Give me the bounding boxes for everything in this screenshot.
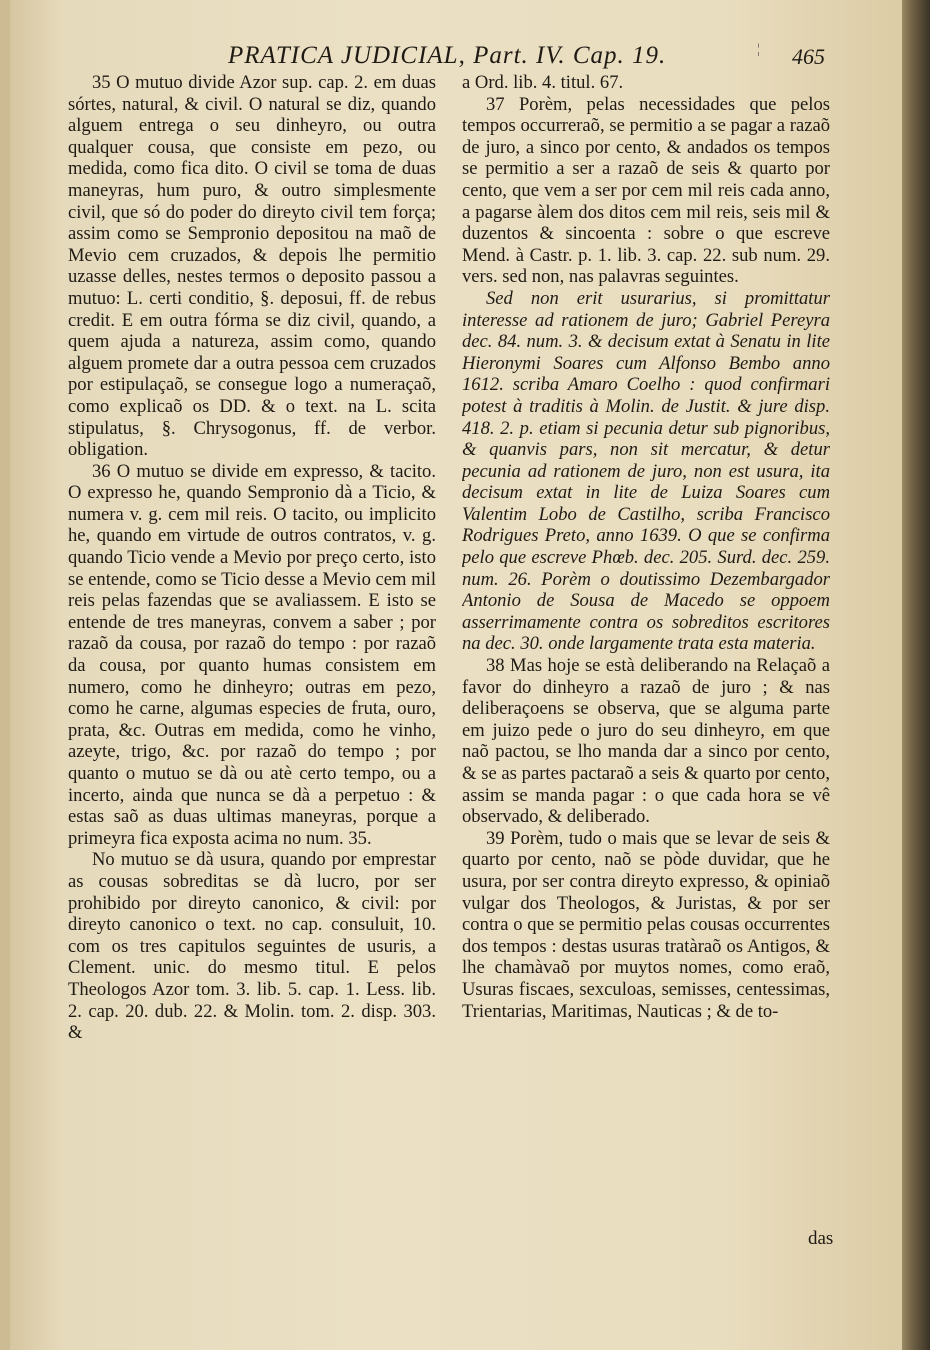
paragraph-36: 36 O mutuo se divide em expresso, & tacito. O expresso he, quando Sempronio dà a Ticio, & numera v. g. cem mil reis. O tacito, ou implicito he, quando em virtude de outros contratos, v. g. quando Ticio vende a Mevio por preço certo, isto se entende, como se Ticio desse a Mevio cem mil reis pelas fazendas que se avaliassem. E isto se entende de tres maneyras, convem a saber ; por razaõ da cousa, por razaõ do tempo : por razaõ da cousa, por quanto humas consistem em numero, como he dinheyro; outras em pezo, como he carne, algumas especies de fruta, ouro, prata, &c. Outras em medida, como he vinho, azeyte, trigo, &c. por razaõ do tempo ; por quanto o mutuo se dà ou atè certo tempo, ou a incerto, ainda que nunca se dà a perpetuo : & estas saõ as duas ultimas maneyras, porque a primeyra fica exposta acima no num. 35. bbox=[68, 460, 436, 849]
catchword: das bbox=[808, 1228, 834, 1249]
right-column bbox=[462, 72, 830, 1282]
paragraph-37: 37 Porèm, pelas necessidades que pelos tempos occurreraõ, se permitio a se pagar a razaõ de juro, a sinco por cento, & andados os tempos se permitio a ser a razaõ de seis & quarto por cento, que vem a ser por cem mil reis cada anno, a pagarse àlem dos ditos cem mil reis, seis mil & duzentos & sincoenta : sobre o que escreve Mend. à Castr. p. 1. lib. 3. cap. 22. sub num. 29. vers. sed non, nas palavras seguintes. bbox=[462, 93, 830, 288]
running-title: PRATICA JUDICIAL, Part. IV. Cap. 19. bbox=[228, 42, 667, 69]
paragraph-38: 38 Mas hoje se està deliberando na Relaçaõ a favor do dinheyro a razaõ de juro ; & nas deliberaçoens se observa, que se alguma parte em juizo pede o juro do seu dinheyro, em que naõ pactou, se lho manda dar a sinco por cento, & se as partes pactaraõ a seis & quarto por cento, assim se manda pagar : o que cada hora se vê observado, & deliberado. bbox=[462, 655, 830, 828]
left-column bbox=[68, 72, 436, 1282]
page-header bbox=[0, 42, 930, 72]
latin-quotation: Sed non erit usurarius, si promittatur interesse ad rationem de juro; Gabriel Pereyra dec. 84. num. 3. & decisum extat à Senatu in lite Hieronymi Soares cum Alfonso Bembo anno 1612. scriba Amaro Coelho : quod confirmari potest à traditis à Molin. de Justit. & jure disp. 418. 2. p. etiam si pecunia detur sub pignoribus, & quanvis pars, non sit mercatur, & detur pecunia ad rationem de juro, non est usura, ita decisum extat in lite de Luiza Soares cum Valentim Lobo de Castilho, scriba Francisco Rodrigues Preto, anno 1639. O que se confirma pelo que escreve Phœb. dec. 205. Surd. dec. 259. num. 26. Porèm o doutissimo Dezembargador Antonio de Sousa de Macedo se oppoem asserrimamente contra os sobreditos escritores na dec. 30. onde largamente trata esta materia. bbox=[462, 287, 830, 655]
paragraph-39: 39 Porèm, tudo o mais que se levar de seis & quarto por cento, naõ se pòde duvidar, que he usura, por ser contra direyto expresso, & opiniaõ vulgar dos Theologos, & Juristas, & por ser contra o que se permitio pelas cousas occurrentes dos tempos : destas usuras tratàraõ os Antigos, & lhe chamàvaõ por muytos nomes, como eraõ, Usuras fiscaes, sexculoas, semisses, centessimas, Trientarias, Maritimas, Nauticas ; & de to- bbox=[462, 827, 830, 1022]
paragraph-35: 35 O mutuo divide Azor sup. cap. 2. em duas sórtes, natural, & civil. O natural se diz, quando alguem entrega o seu dinheyro, ou outra qualquer cousa, que consiste em pezo, ou medida, como fica dito. O civil se toma de duas maneyras, hum puro, & outro simplesmente civil, que só do poder do direyto civil tem força; assim como se Sempronio depositou na maõ de Mevio cem cruzados, & depois lhe permitio uzasse delles, nestes termos o deposito passou a mutuo: L. certi conditio, §. deposui, ff. de rebus credit. E em outra fórma se diz civil, quando, a quem ajuda a natureza, assim como, quando alguem promete dar a outra pessoa cem cruzados por estipulaçaõ, se consegue logo a numeraçaõ, como explicaõ os DD. & o text. na L. scita stipulatus, §. Chrysogonus, ff. de verbor. obligation. bbox=[68, 72, 436, 461]
page-edge-shadow bbox=[902, 0, 930, 1350]
paragraph-usura: No mutuo se dà usura, quando por emprestar as cousas sobreditas se dà lucro, por ser prohibido por direyto canonico, & civil: por direyto canonico o text. no cap. consuluit, 10. com os tres capitulos seguintes de usuris, a Clement. unic. do mesmo titul. E pelos Theologos Azor tom. 3. lib. 5. cap. 1. Less. lib. 2. cap. 20. dub. 22. & Molin. tom. 2. disp. 303. & bbox=[68, 849, 436, 1044]
header-mark: ¦ bbox=[757, 42, 760, 57]
paragraph-continuation: a Ord. lib. 4. titul. 67. bbox=[462, 72, 624, 93]
page-number: 465 bbox=[792, 44, 825, 69]
